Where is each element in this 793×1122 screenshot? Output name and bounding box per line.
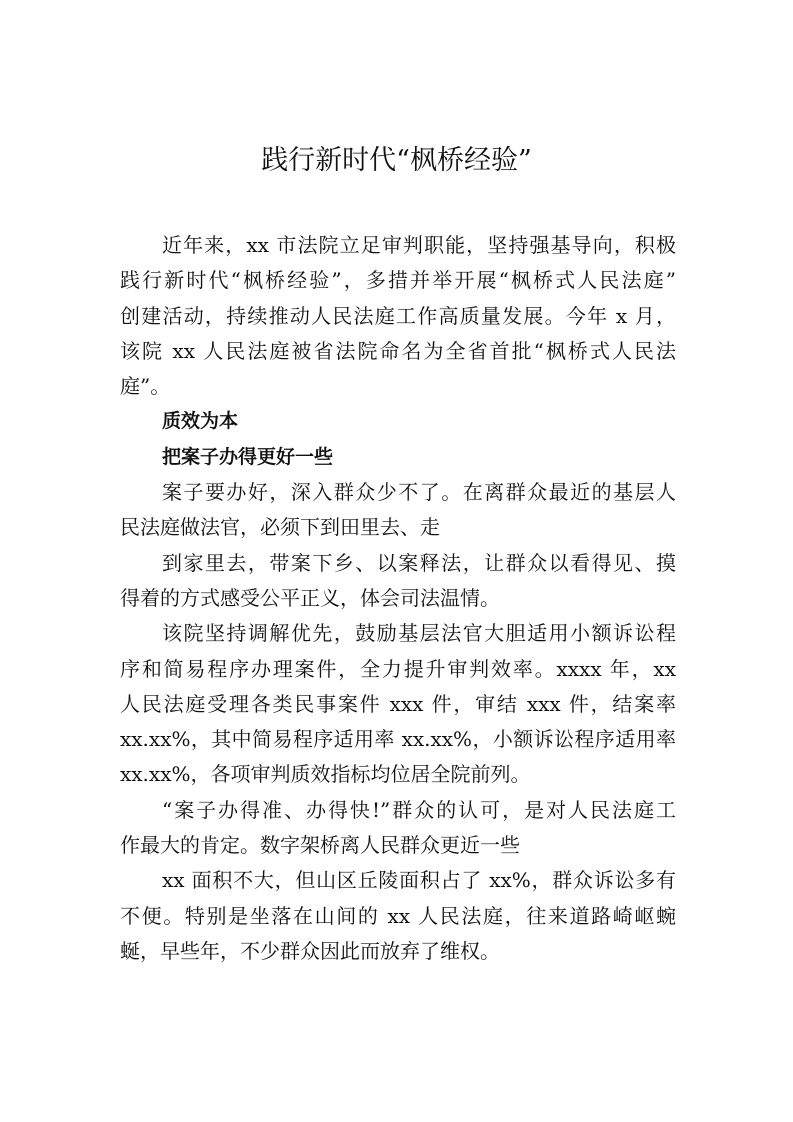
- body-line: 蜒，早些年，不少群众因此而放弃了维权。: [120, 938, 500, 963]
- section-subheading: 把案子办得更好一些: [162, 445, 334, 468]
- body-line: 近年来，xx 市法院立足审判职能，坚持强基导向，积极: [162, 233, 676, 257]
- body-line: 案子要办好，深入群众少不了。在离群众最近的基层人: [162, 480, 676, 505]
- body-line: 序和简易程序办理案件，全力提升审判效率。xxxx 年，xx: [120, 656, 676, 681]
- body-line: xx 面积不大，但山区丘陵面积占了 xx%，群众诉讼多有: [162, 868, 676, 893]
- body-line: 到家里去，带案下乡、以案释法，让群众以看得见、摸: [162, 550, 676, 575]
- body-line: “案子办得准、办得快!”群众的认可，是对人民法庭工: [162, 797, 676, 822]
- body-line: 庭”。: [120, 374, 171, 399]
- body-line: 该院 xx 人民法庭被省法院命名为全省首批“枫桥式人民法: [120, 338, 676, 363]
- body-line: 作最大的肯定。数字架桥离人民群众更近一些: [120, 833, 520, 858]
- body-line: xx.xx%，各项审判质效指标均位居全院前列。: [120, 762, 531, 787]
- body-line: 人民法庭受理各类民事案件 xxx 件，审结 xxx 件，结案率: [120, 691, 676, 716]
- body-line: xx.xx%，其中简易程序适用率 xx.xx%，小额诉讼程序适用率: [120, 727, 676, 752]
- section-heading: 质效为本: [162, 410, 239, 433]
- document-title: 践行新时代“枫桥经验”: [261, 145, 532, 176]
- body-line: 创建活动，持续推动人民法庭工作高质量发展。今年 x 月，: [120, 303, 676, 328]
- body-line: 不便。特别是坐落在山间的 xx 人民法庭，往来道路崎岖蜿: [120, 903, 676, 928]
- document-body: [120, 228, 676, 969]
- body-line: 民法庭做法官，必须下到田里去、走: [120, 515, 440, 540]
- body-line: 该院坚持调解优先，鼓励基层法官大胆适用小额诉讼程: [162, 621, 676, 646]
- body-line: 践行新时代“枫桥经验”，多措并举开展“枫桥式人民法庭”: [120, 268, 676, 293]
- body-line: 得着的方式感受公平正义，体会司法温情。: [120, 585, 500, 610]
